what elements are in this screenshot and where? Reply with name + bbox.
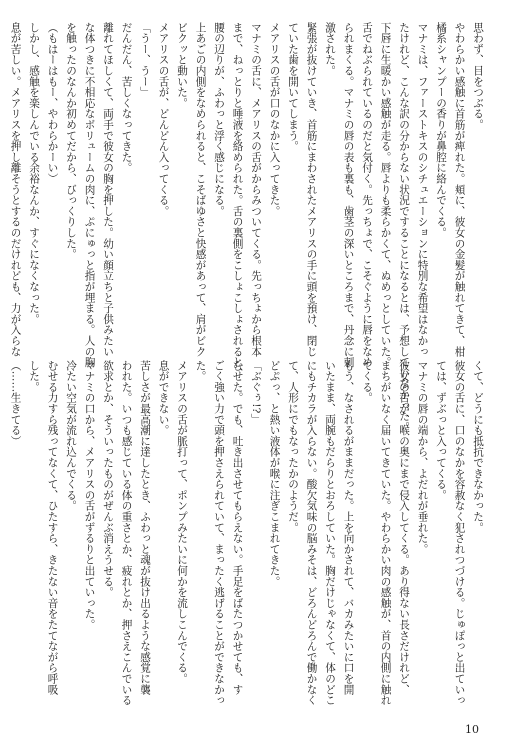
text-line: ビクッと動いた。 [176,22,188,109]
text-line: ごく強い力で頭を押さえられていて、まったく逃げることができなかっ [213,360,225,706]
text-line: （……生きてる） [9,360,22,447]
text-line: にもチカラが入らない。酸欠気味の脳みそは、どろんどろんで働かなく [305,360,318,706]
text-line: 彼女の舌に、口のなかを容赦なく犯されつづける。じゅぽっと出ていっ [453,360,466,706]
text-line: て、人形にでもなったかのようだ。 [287,360,299,533]
text-line: むせる力すら残ってなくて、ひたすら、きたない音をたてながら呼吸 [46,360,59,695]
text-line: （もはーはもー、やわらかーい） [46,22,59,184]
text-line: ていた歯を開いてしまう。 [287,22,299,152]
text-line: 舌でねぶられているのだと気付く。先っちょで、こそぐように唇をなめ [361,22,373,368]
text-line: むせた。でも、吐き出させてもらえない。手足をばたつかせても、す [231,360,244,695]
text-line: だんだん、苦しくなってきた。 [120,22,133,174]
text-line: 下唇に生暖かい感触が走る。唇よりも柔らかくて、ぬめっとしていた。 [379,22,392,368]
text-line: した。 [28,360,40,393]
text-line: 冷たい空気が流れ込んでくる。 [65,360,77,512]
text-line: やわらかい感触に首筋が痺れた。頬に、彼女の金髪が触れてきて、柑 [453,22,466,357]
text-line: な体つきに不相応なボリュームの肉に、ぷにゅっと指が埋まる。人の胸 [83,22,96,368]
text-line: 「うー、うー」 [139,22,151,98]
text-line: 彼女の舌が、喉の奥にまで侵入してくる。あり得ない長さだけれど、 [398,360,410,695]
text-line: いたまま、両腕もだらりとおろしていた。胸だけじゃなくて、体のどこ [324,360,336,706]
text-line: 緊張が抜けていき、首筋にまわされたメアリスの手に頭を預け、閉じ [305,22,318,357]
text-line: メアリスの舌が、どんどん入ってくる。 [157,22,170,217]
text-line: メアリスの舌が口のなかに入ってきた。 [268,22,281,217]
page-number: 10 [465,723,479,736]
text-line: た。 [194,360,207,382]
text-line: どぷっ、と熱い液体が喉に注ぎこまれてきた。 [268,360,281,587]
text-line: てくる。 [361,360,373,404]
text-line: られまくる。マナミの唇の表も裏も、歯茎の深いところまで、丹念に刺 [342,22,355,368]
text-line: メアリスの舌が脈打って、ポンプみたいに何かを流しこんでくる。 [176,360,188,684]
text-line: マナミの唇の端から、よだれが垂れた。 [416,360,429,555]
text-line: しかし、感触を楽しんでいる余裕なんか、すぐになくなった。 [28,22,40,325]
text-line: われた。いつも感じている体の重さとか、疲れとか、押さえこんでいる [120,360,133,706]
text-line: 離れてほしくて、両手で彼女の胸を押した。幼い顔立ちと子供みたい [102,22,114,357]
text-line: もう、なされるがままだった。上を向かされて、バカみたいに口を開 [342,360,355,695]
text-line: ては、ずぶっと入ってくる。 [435,360,447,501]
text-line: たけれど、こんな訳の分からない状況ですることになるとは、予想していなかった。 [398,22,410,433]
text-line: まで、ねっとりと唾液を絡められた。舌の裏側をこしょこしょされると、 [231,22,244,379]
text-line: 「ぶぐぅ!?」 [250,360,262,425]
text-line: マナミの口から、メアリスの舌がずるりと出ていった。 [83,360,96,630]
text-line: まちがいなく届いてきていた。やわらかい肉の感触が、首の内側に触れ [379,360,392,706]
text-line: 橘系シャンプーの香りが鼻腔に絡んでくる。 [435,22,447,238]
text-line: 欲求とか、そういったものがぜんぶ消えうせる。 [102,360,114,598]
text-line: 上あごの内側をなめられると、こそばゆさと快感があって、肩がビク [194,22,207,357]
text-line: 苦しさが最高潮に達したとき、ふわっと魂が抜け出るような感覚に襲 [139,360,151,695]
text-line: 思わず、目をつぶる。 [472,22,484,130]
text-line: 腰の辺りが、ふわっと浮く感じになる。 [213,22,225,217]
text-line: マナミの舌に、メアリスの舌がからみついてくる。先っちょから根本 [250,22,262,357]
text-line: 息が苦しい。メアリスを押し離そうとするのだけれども、力が入らな [9,22,22,357]
bottom-text-block [6,360,487,706]
text-line: を触ったのなんか初めてだから、びっくりした。 [65,22,77,260]
text-line: くて、どうにも抵抗できなかった。 [472,360,484,533]
text-line: 激された。 [324,22,336,76]
text-line: マナミは、ファーストキスのシチュエーションに特別な希望はなかっ [416,22,429,357]
text-line: 息ができない。 [157,360,170,436]
